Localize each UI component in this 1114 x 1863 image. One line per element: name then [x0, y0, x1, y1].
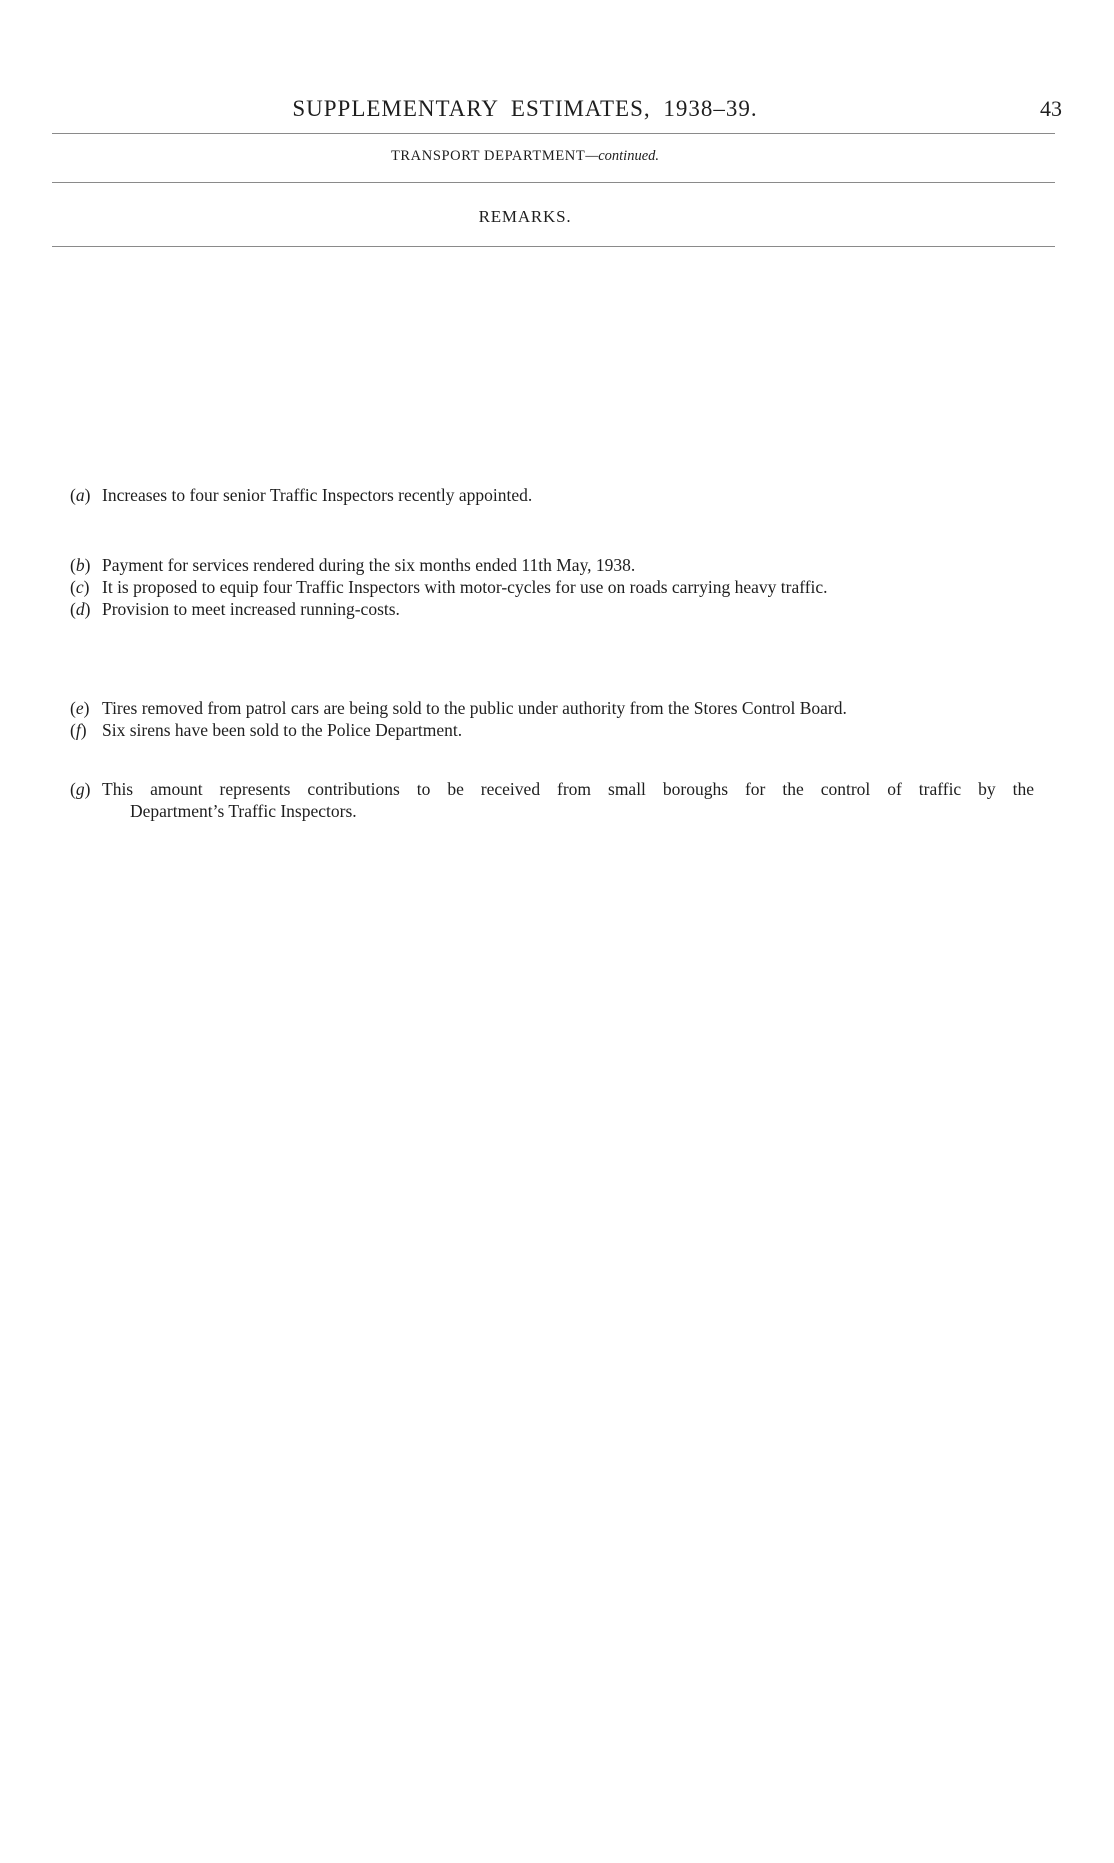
remark-marker: (a) — [70, 485, 91, 505]
remark-text: It is proposed to equip four Traffic Inspectors with motor-cycles for use on roads carrying heavy traffic. — [102, 577, 828, 597]
department-continued: —continued. — [585, 148, 660, 164]
remark-text: Provision to meet increased running-costs. — [102, 599, 400, 619]
remark-text: Increases to four senior Traffic Inspectors recently appointed. — [102, 485, 533, 505]
remark-marker: (c) — [70, 577, 90, 597]
remark-item — [70, 697, 847, 719]
remark-marker: (e) — [70, 698, 90, 718]
running-title: SUPPLEMENTARY ESTIMATES, 1938–39. — [292, 96, 758, 121]
remark-item — [70, 576, 828, 598]
section-title: REMARKS. — [478, 207, 572, 226]
remark-text: Tires removed from patrol cars are being sold to the public under authority from the Stores Control Board. — [102, 698, 847, 718]
remark-item — [70, 778, 1034, 822]
department-rule — [52, 182, 1055, 183]
remark-item — [70, 598, 400, 620]
section-rule — [52, 246, 1055, 247]
remark-item — [70, 719, 462, 741]
remark-text-line-1: (g) This amount represents contributions to be received from small boroughs for the control of traffic by the — [70, 779, 1034, 799]
department-heading — [0, 148, 1050, 165]
remark-marker: (g) — [70, 779, 91, 799]
remark-item — [70, 484, 532, 506]
remark-text: Six sirens have been sold to the Police Department. — [102, 720, 463, 740]
remark-marker: (f) — [70, 720, 87, 740]
remark-text-line-2: Department’s Traffic Inspectors. — [130, 801, 357, 821]
remark-marker: (d) — [70, 599, 91, 619]
remark-marker: (b) — [70, 555, 91, 575]
remark-item — [70, 554, 635, 576]
department-name: TRANSPORT DEPARTMENT — [390, 148, 586, 164]
page-number: 43 — [1040, 96, 1062, 121]
header-rule — [52, 133, 1055, 134]
remark-text: Payment for services rendered during the six months ended 11th May, 1938. — [102, 555, 636, 575]
